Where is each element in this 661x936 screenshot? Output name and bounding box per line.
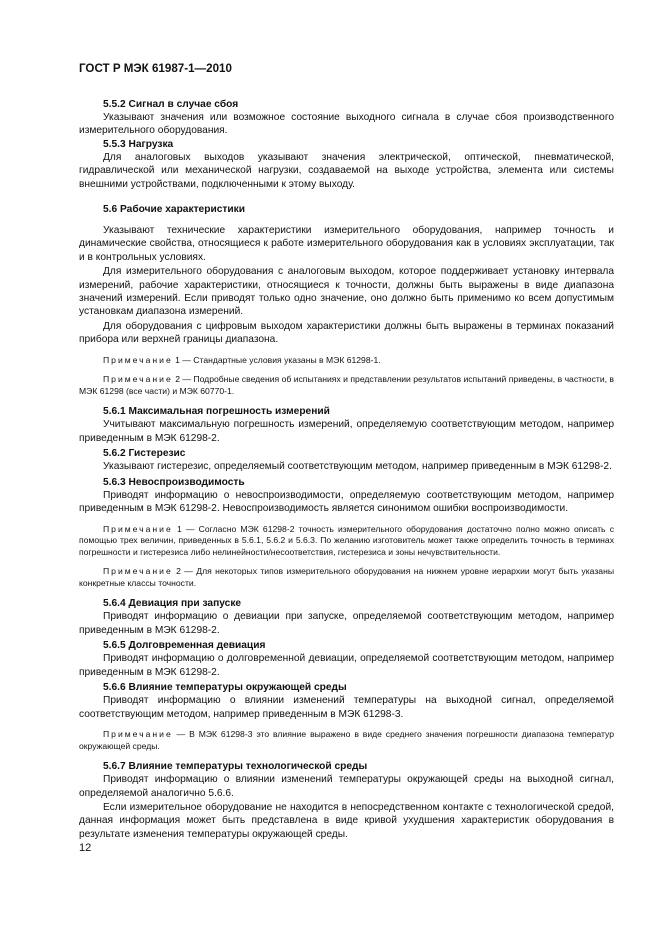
note-label: Примечание: [103, 374, 173, 385]
section-5-6-3-title: 5.6.3 Невоспроизводимость: [103, 476, 245, 488]
note-text: — Согласно МЭК 61298-2 точность измерительного оборудования достаточно полно можно описать с помощью трех величин, приведенных в 5.6.1, 5.6.2 и 5.6.3. По желанию изготовитель может также определить точность в терминах погрешности и гистерезиса либо нелинейности/несоответствия, гистерезиса и зоны нечувствительности.: [79, 523, 615, 557]
section-5-5-2-text: Указывают значения или возможное состояние выходного сигнала в случае сбоя производственного измерительного оборудования.: [79, 112, 614, 137]
section-5-6-4-title: 5.6.4 Девиация при запуске: [103, 598, 242, 610]
section-5-6-note-1: [79, 355, 614, 367]
section-5-6-2-text: Указывают гистерезис, определяемый соответствующим методом, например приведенным в МЭК 61298-2.: [103, 461, 612, 473]
note-label: Примечание: [103, 354, 173, 365]
note-text: — В МЭК 61298-3 это влияние выражено в виде среднего значения погрешности диапазона температур окружающей среды.: [79, 728, 614, 751]
section-5-6-3-note-1: [79, 524, 614, 559]
section-5-6-5-title: 5.6.5 Долговременная девиация: [103, 640, 266, 652]
note-label: Примечание: [103, 523, 173, 534]
note-text: — Стандартные условия указаны в МЭК 61298-1.: [179, 354, 381, 365]
note-number: 2: [175, 374, 180, 385]
document-header: ГОСТ Р МЭК 61987-1—2010: [79, 62, 232, 75]
section-5-6-para-3: Для оборудования с цифровым выходом характеристики должны быть выражены в терминах показаний прибора или верхней границы диапазона.: [79, 320, 614, 346]
section-5-6-3-note-2: [79, 566, 614, 589]
section-5-6-1-text: Учитывают максимальную погрешность измерений, определяемую соответствующим методом, например приведенным в МЭК 61298-2.: [79, 419, 614, 444]
section-5-6-7-title: 5.6.7 Влияние температуры технологической среды: [103, 761, 368, 773]
note-label: Примечание: [103, 728, 173, 739]
section-5-6-title: 5.6 Рабочие характеристики: [103, 204, 245, 216]
section-5-6-note-2: [79, 374, 614, 397]
section-5-6-7-para-2: Если измерительное оборудование не находится в непосредственном контакте с технологической средой, данная информация может быть представлена в виде кривой ухудшения характеристик оборудования в результате изменения температуры окружающей среды.: [79, 801, 614, 840]
section-5-6-2-title: 5.6.2 Гистерезис: [103, 448, 186, 460]
note-number: 1: [175, 354, 180, 365]
section-5-6-5-text: Приводят информацию о долговременной девиации, определяемой соответствующим методом, например приведенным в МЭК 61298-2.: [79, 653, 614, 678]
section-5-5-2-title: 5.5.2 Сигнал в случае сбоя: [103, 99, 239, 110]
note-text: — Для некоторых типов измерительного оборудования на нижнем уровне иерархии могут быть указаны конкретные классы точности.: [79, 566, 614, 588]
page-number: 12: [79, 842, 92, 854]
section-5-6-3-text: Приводят информацию о невоспроизводимости, определяемую соответствующим методом, например приведенным в МЭК 61298-2. Невоспроизводимость является синонимом ошибки воспроизводимости.: [79, 489, 614, 515]
note-text: — Подробные сведения об испытаниях и представлении результатов испытаний приведены, в частности, в МЭК 61298 (все части) и МЭК 60770-1.: [79, 374, 614, 396]
section-5-6-6-title: 5.6.6 Влияние температуры окружающей среды: [103, 682, 347, 694]
note-number: 1: [176, 523, 182, 534]
section-5-6-1-title: 5.6.1 Максимальная погрешность измерений: [103, 406, 330, 418]
document-page: [79, 62, 614, 841]
section-5-6-para-2: Для измерительного оборудования с аналоговым выходом, которое поддерживает установку интервала измерений, рабочие характеристики, относящиеся к точности, должны быть выражены в виде диапазона значений измерений. Если приводят только одно значение, оно должно быть применимо ко всем допустимым установкам диапазона измерений.: [79, 266, 614, 318]
section-5-5-3-text: Для аналоговых выходов указывают значения электрической, оптической, пневматической, гидравлической или механической нагрузки, создаваемой на выходе устройства, элемента или системы внешними устройствами, подключенными к этому выходу.: [79, 151, 614, 190]
section-5-6-para-1: Указывают технические характеристики измерительного оборудования, например точность и динамические свойства, относящиеся к работе измерительного оборудования как в условиях эксплуатации, так и в контрольных условиях.: [79, 225, 614, 263]
section-5-6-6-text: Приводят информацию о влиянии изменений температуры на выходной сигнал, определяемой соответствующим методом, например приведенным в МЭК 61298-3.: [79, 695, 614, 720]
note-label: Примечание: [103, 566, 173, 577]
section-5-5-3-title: 5.5.3 Нагрузка: [103, 138, 174, 150]
section-5-6-4-text: Приводят информацию о девиации при запуске, определяемой соответствующим методом, например приведенным в МЭК 61298-2.: [79, 611, 614, 636]
note-number: 2: [176, 566, 181, 577]
section-5-6-6-note: [79, 729, 614, 752]
section-5-6-7-para-1: Приводят информацию о влиянии изменений температуры окружающей среды на выходной сигнал, определяемой аналогично 5.6.6.: [79, 774, 614, 799]
